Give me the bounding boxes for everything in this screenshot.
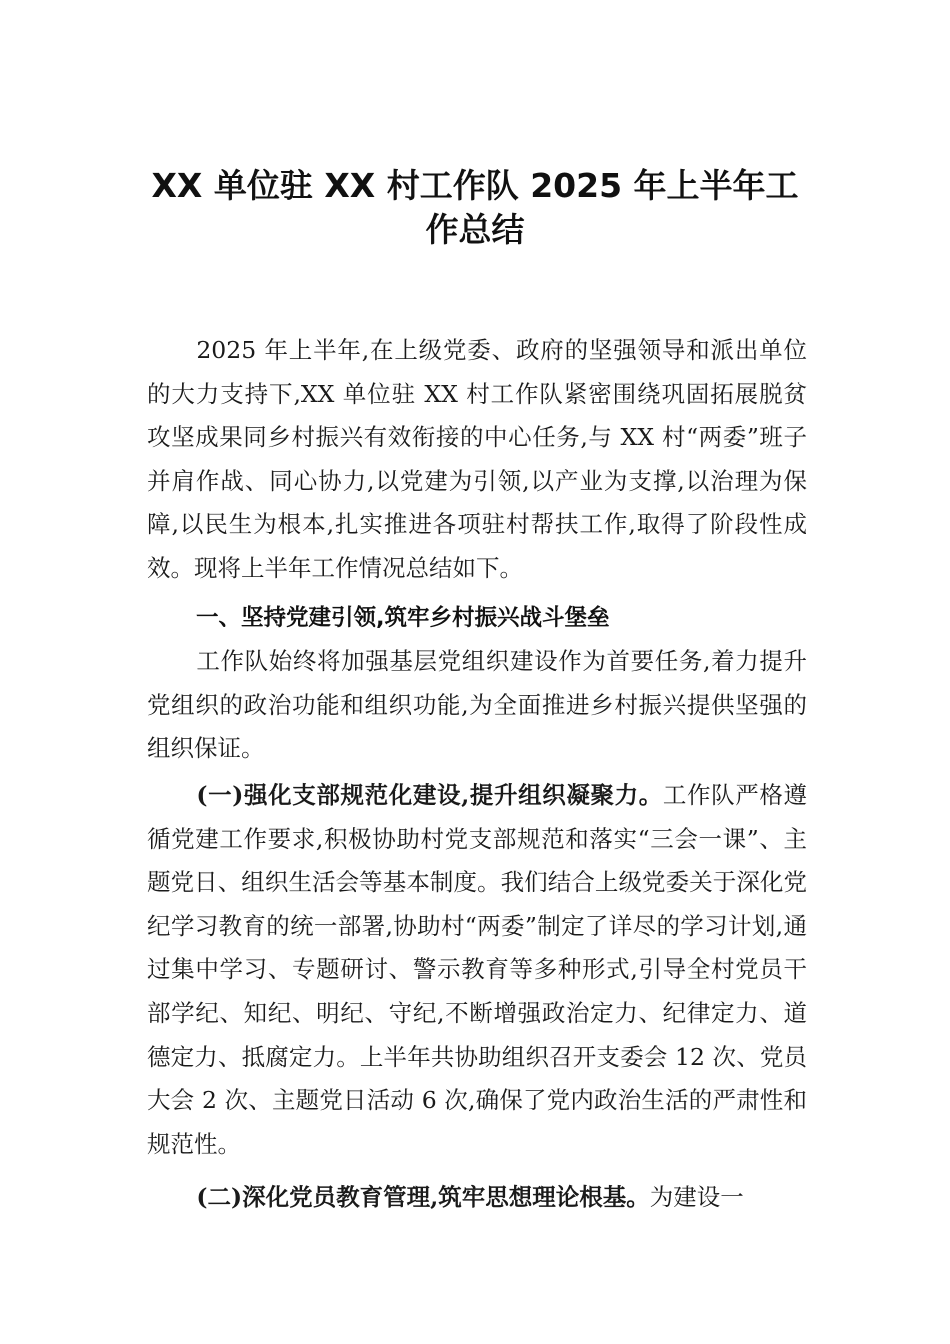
subsection2-body: 为建设一: [649, 1183, 744, 1211]
subsection1-body: 工作队严格遵循党建工作要求,积极协助村党支部规范和落实“三会一课”、主题党日、组织生活会等基本制度。我们结合上级党委关于深化党纪学习教育的统一部署,协助村“两委”制定了详尽的学习计划,通过集中学习、专题研讨、警示教育等多种形式,引导全村党员干部学纪、知纪、明纪、守纪,不断增强政治定力、纪律定力、道德定力、抵腐定力。上半年共协助组织召开支委会 12 次、党员大会 2 次、主题党日活动 6 次,确保了党内政治生活的严肃性和规范性。: [147, 781, 807, 1158]
document-title-line2: 作总结: [425, 210, 525, 249]
subsection1-paragraph: [147, 774, 807, 1166]
section1-heading: 一、坚持党建引领,筑牢乡村振兴战斗堡垒: [196, 605, 610, 631]
section1-intro-paragraph: 工作队始终将加强基层党组织建设作为首要任务,着力提升党组织的政治功能和组织功能,为全面推进乡村振兴提供坚强的组织保证。: [147, 647, 807, 763]
subsection2-paragraph: [147, 1176, 807, 1220]
intro-paragraph: 2025 年上半年,在上级党委、政府的坚强领导和派出单位的大力支持下,XX 单位驻 XX 村工作队紧密围绕巩固拓展脱贫攻坚成果同乡村振兴有效衔接的中心任务,与 XX 村“两委”班子并肩作战、同心协力,以党建为引领,以产业为支撑,以治理为保障,以民生为根本,扎实推进各项驻村帮扶工作,取得了阶段性成效。现将上半年工作情况总结如下。: [147, 336, 807, 582]
subsection2-lead: (二)深化党员教育管理,筑牢思想理论根基。: [196, 1183, 650, 1211]
document-title-line1: XX 单位驻 XX 村工作队 2025 年上半年工: [151, 166, 799, 205]
subsection1-lead: (一)强化支部规范化建设,提升组织凝聚力。: [196, 781, 663, 809]
